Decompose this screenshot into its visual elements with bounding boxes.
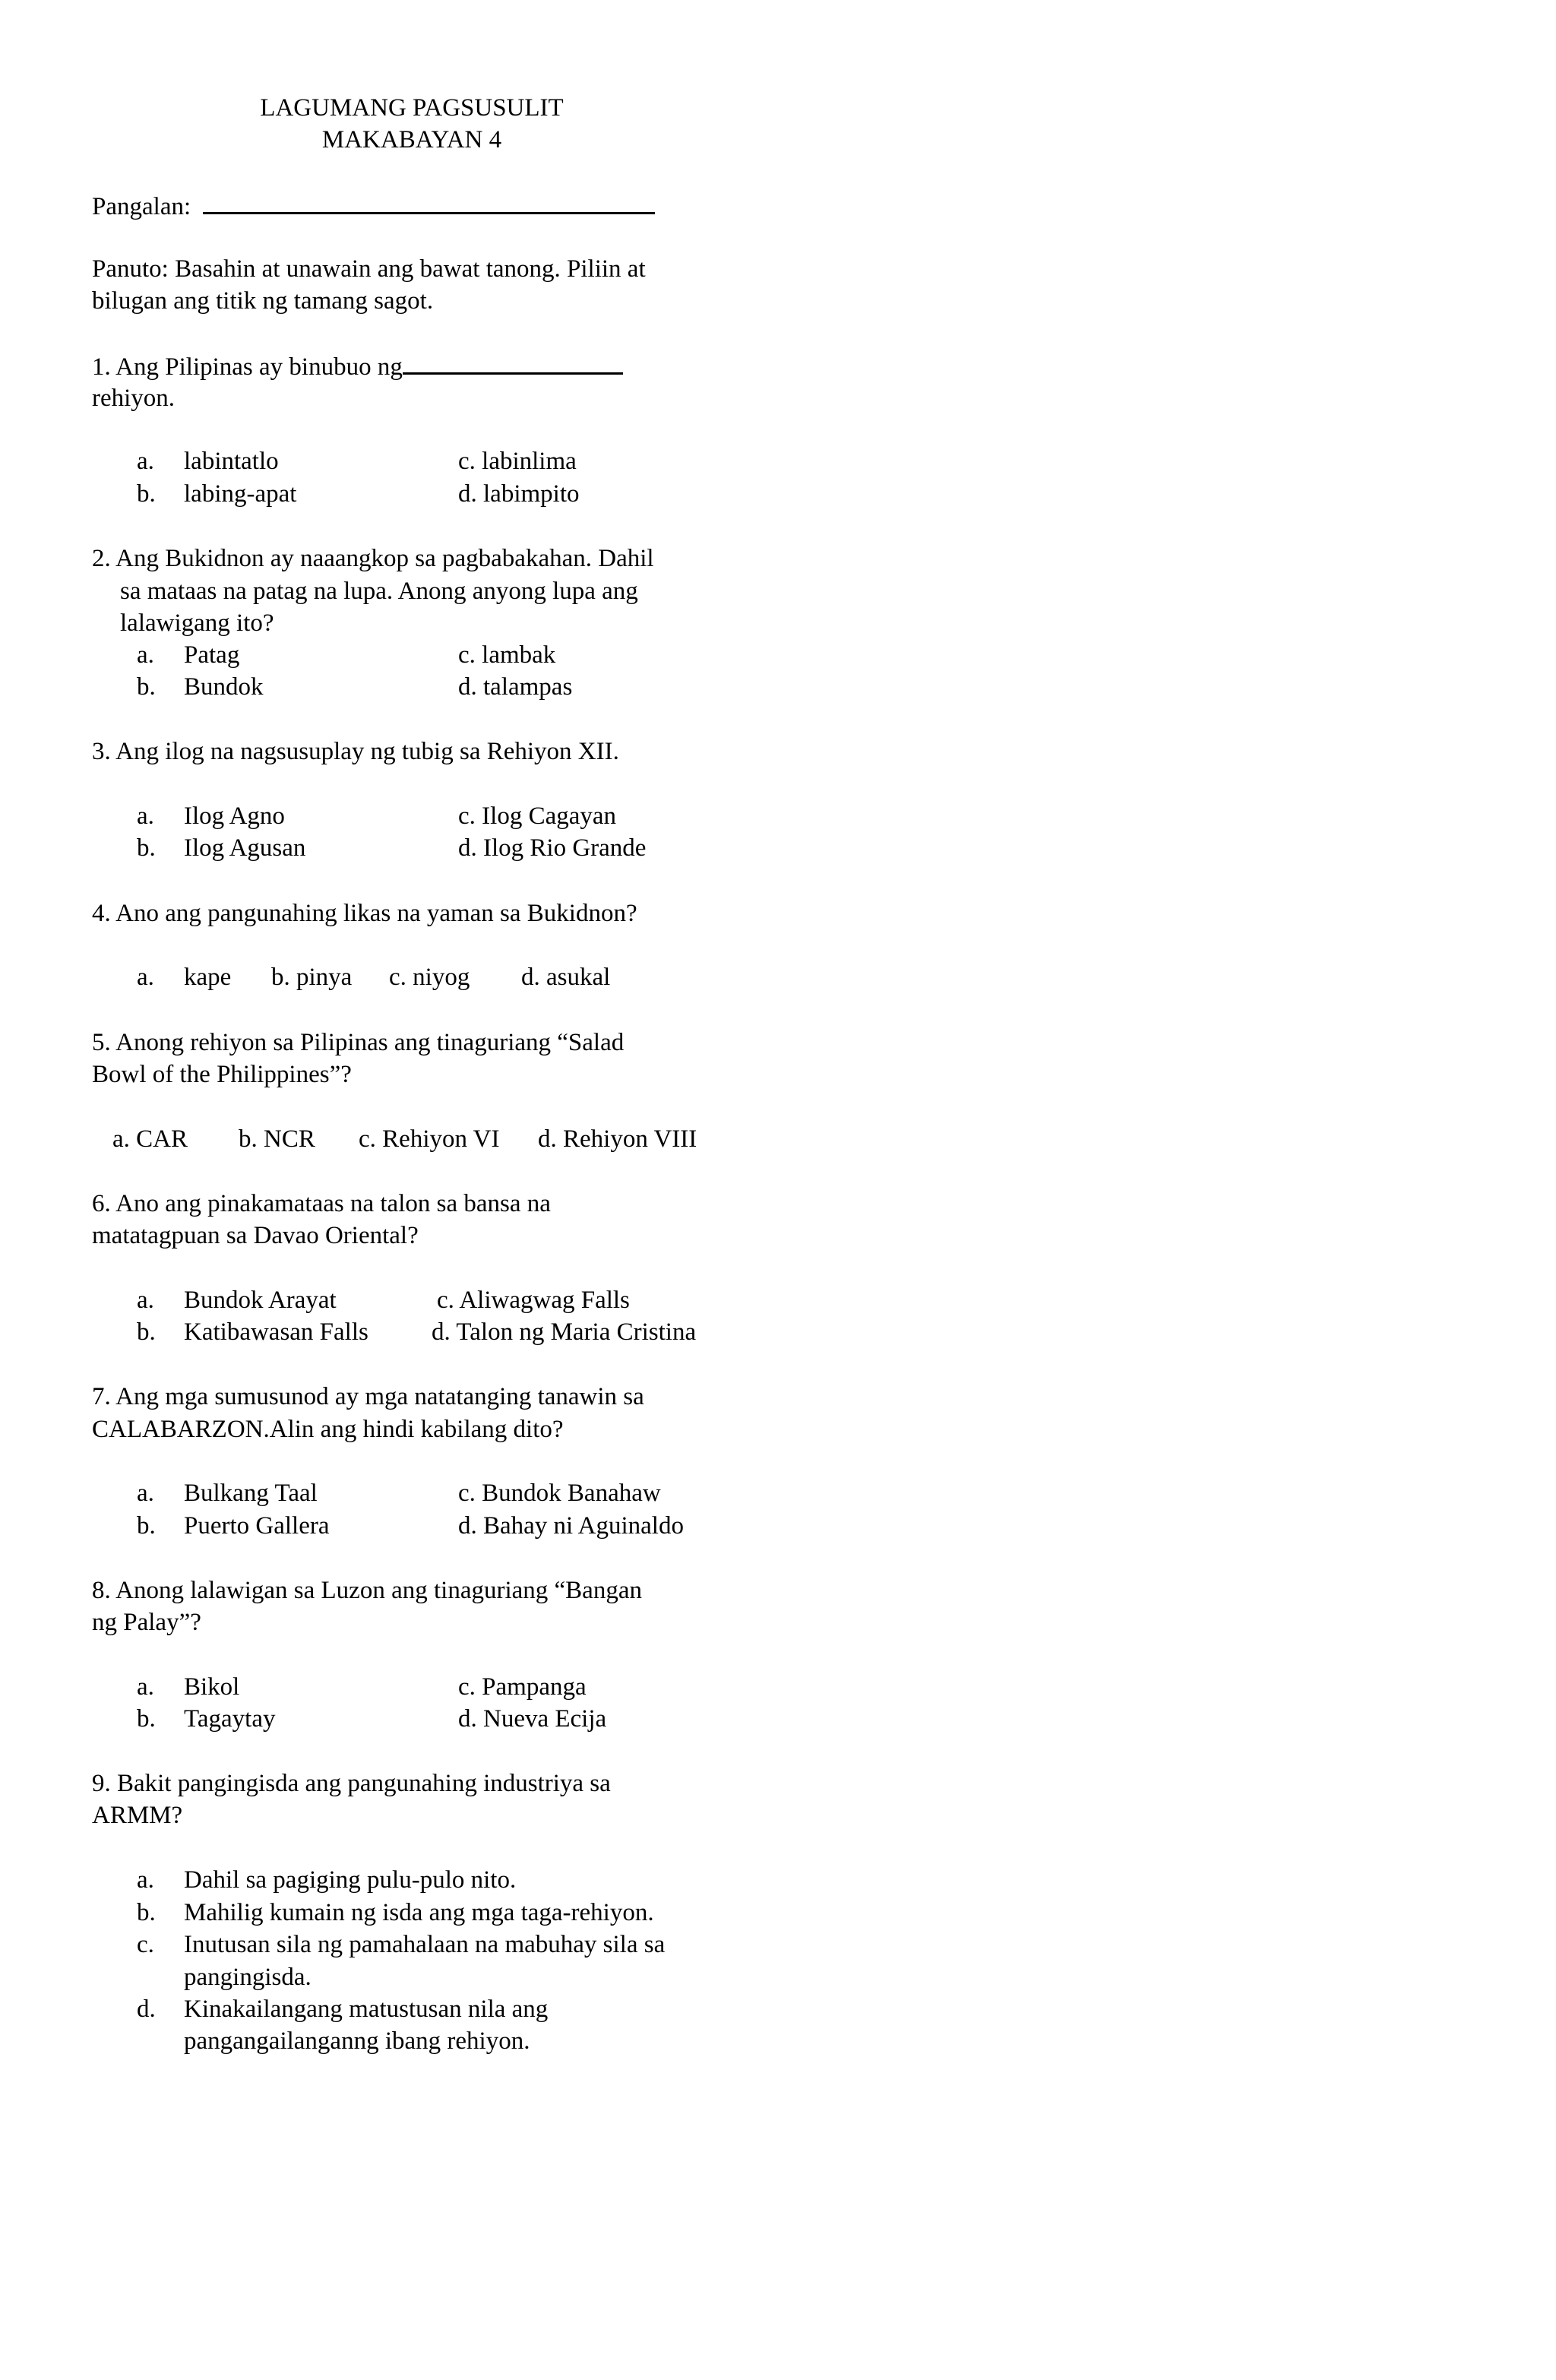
question-2-line-2: sa mataas na patag na lupa. Anong anyong lupa ang [120, 578, 638, 605]
name-field[interactable] [92, 189, 655, 223]
choice-a-text: Ilog Agno [184, 802, 285, 830]
question-2-line-3: lalawigang ito? [120, 609, 274, 637]
choice-letter: b. [137, 1705, 156, 1733]
choice-a: a. CAR [112, 1125, 188, 1153]
choice-letter: b. [137, 480, 156, 508]
question-6-line-2: matatagpuan sa Davao Oriental? [92, 1222, 419, 1249]
question-5-line-2: Bowl of the Philippines”? [92, 1061, 352, 1088]
choice-letter: a. [137, 1287, 154, 1314]
choice-a-text: Patag [184, 641, 240, 669]
choice-a-text: Dahil sa pagiging pulu-pulo nito. [184, 1866, 517, 1894]
choice-letter: b. [137, 1512, 156, 1540]
question-1-text: 1. Ang Pilipinas ay binubuo ng [92, 353, 403, 381]
choice-b-text: labing-apat [184, 480, 297, 508]
choice-b-text: Bundok [184, 673, 264, 701]
question-2-line-1: 2. Ang Bukidnon ay naaangkop sa pagbabakahan. Dahil [92, 545, 654, 572]
question-8-line-1: 8. Anong lalawigan sa Luzon ang tinaguriang “Bangan [92, 1577, 642, 1604]
question-5-line-1: 5. Anong rehiyon sa Pilipinas ang tinaguriang “Salad [92, 1029, 625, 1056]
question-3-line-1: 3. Ang ilog na nagsusuplay ng tubig sa Rehiyon XII. [92, 738, 619, 765]
choice-d: d. Bahay ni Aguinaldo [458, 1512, 684, 1540]
choice-a-text: labintatlo [184, 448, 279, 475]
choice-c: c. Pampanga [458, 1673, 587, 1701]
choice-c: c. labinlima [458, 448, 577, 475]
choice-c-text-line-2: pangingisda. [184, 1964, 312, 1991]
name-label: Pangalan: [92, 193, 191, 220]
choice-letter: a. [137, 448, 154, 475]
choice-letter: b. [137, 673, 156, 701]
question-1-line-1 [92, 350, 623, 383]
choice-letter: a. [137, 1866, 154, 1894]
choice-letter: a. [137, 802, 154, 830]
choice-c: c. lambak [458, 641, 556, 669]
choice-b: b. pinya [271, 964, 353, 991]
choice-letter: a. [137, 1673, 154, 1701]
choice-a-text: kape [184, 964, 232, 991]
choice-d: d. Ilog Rio Grande [458, 834, 647, 862]
question-9-line-2: ARMM? [92, 1802, 183, 1829]
choice-letter: b. [137, 834, 156, 862]
choice-letter: b. [137, 1899, 156, 1926]
choice-d: d. Rehiyon VIII [538, 1125, 697, 1153]
page-subtitle: MAKABAYAN 4 [321, 126, 502, 153]
choice-letter: c. [137, 1931, 154, 1958]
choice-d: d. Talon ng Maria Cristina [432, 1318, 697, 1346]
question-9-line-1: 9. Bakit pangingisda ang pangunahing industriya sa [92, 1770, 611, 1797]
choice-a-letter: a. [137, 964, 154, 991]
choice-b-text: Mahilig kumain ng isda ang mga taga-rehiyon. [184, 1899, 654, 1926]
instructions-line-2: bilugan ang titik ng tamang sagot. [92, 287, 434, 315]
choice-letter: a. [137, 1480, 154, 1507]
question-6-line-1: 6. Ano ang pinakamataas na talon sa bansa na [92, 1190, 551, 1217]
choice-letter: b. [137, 1318, 156, 1346]
choice-b-text: Katibawasan Falls [184, 1318, 368, 1346]
choice-c-text-line-1: Inutusan sila ng pamahalaan na mabuhay sila sa [184, 1931, 666, 1958]
choice-a-text: Bikol [184, 1673, 240, 1701]
choice-d: d. Nueva Ecija [458, 1705, 607, 1733]
choice-c: c. Bundok Banahaw [458, 1480, 661, 1507]
choice-d-text-line-1: Kinakailangang matustusan nila ang [184, 1995, 549, 2023]
question-8-line-2: ng Palay”? [92, 1609, 201, 1636]
choice-b-text: Ilog Agusan [184, 834, 306, 862]
question-4-line-1: 4. Ano ang pangunahing likas na yaman sa Bukidnon? [92, 900, 637, 927]
choice-c: c. Ilog Cagayan [458, 802, 617, 830]
page-title: LAGUMANG PAGSUSULIT [260, 94, 564, 122]
question-1-line-2: rehiyon. [92, 385, 176, 412]
question-7-line-1: 7. Ang mga sumusunod ay mga natatanging tanawin sa [92, 1383, 644, 1410]
choice-b: b. NCR [239, 1125, 315, 1153]
name-blank-line[interactable] [203, 189, 655, 214]
choice-b-text: Puerto Gallera [184, 1512, 330, 1540]
choice-letter: d. [137, 1995, 156, 2023]
question-7-line-2: CALABARZON.Alin ang hindi kabilang dito? [92, 1416, 564, 1443]
choice-a-text: Bulkang Taal [184, 1480, 318, 1507]
choice-b-text: Tagaytay [184, 1705, 276, 1733]
choice-d: d. asukal [521, 964, 611, 991]
choice-a-text: Bundok Arayat [184, 1287, 337, 1314]
choice-d-text-line-2: pangangailanganng ibang rehiyon. [184, 2027, 530, 2055]
instructions-line-1: Panuto: Basahin at unawain ang bawat tanong. Piliin at [92, 255, 646, 283]
answer-blank-line[interactable] [403, 350, 623, 375]
choice-d: d. labimpito [458, 480, 580, 508]
choice-d: d. talampas [458, 673, 573, 701]
choice-letter: a. [137, 641, 154, 669]
choice-c: c. Rehiyon VI [359, 1125, 500, 1153]
choice-c: c. Aliwagwag Falls [437, 1287, 630, 1314]
choice-c: c. niyog [389, 964, 470, 991]
